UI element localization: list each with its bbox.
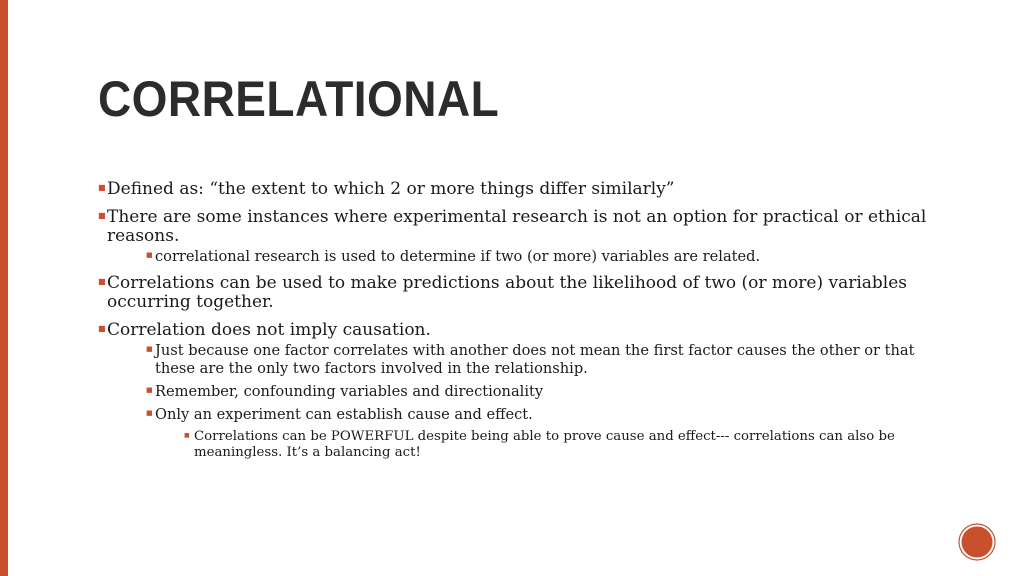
bullet-text: Correlation does not imply causation. xyxy=(107,320,431,341)
bullet-text: There are some instances where experimental research is not an option for practical or ethical reasons. xyxy=(107,207,927,247)
square-bullet-icon: ■ xyxy=(98,324,106,334)
sub-sub-bullet-item xyxy=(107,429,928,461)
bullet-list xyxy=(98,180,928,470)
sub-bullet-text: correlational research is used to determine if two (or more) variables are related. xyxy=(155,248,761,266)
slide-title: CORRELATIONAL xyxy=(98,71,500,127)
sub-bullet-item xyxy=(107,342,928,376)
left-accent-bar xyxy=(0,0,8,576)
slide-number xyxy=(958,523,996,561)
square-bullet-icon: ■ xyxy=(98,277,106,287)
square-bullet-icon: ■ xyxy=(146,345,153,354)
bullet-text: Correlations can be used to make predictions about the likelihood of two (or more) variables occurring together. xyxy=(107,273,908,313)
square-bullet-icon: ■ xyxy=(146,385,153,394)
bullet-item xyxy=(98,180,928,199)
sub-bullet-text: Only an experiment can establish cause and effect. xyxy=(155,406,533,424)
bullet-item xyxy=(98,208,928,265)
sub-sub-bullet-text: Correlations can be POWERFUL despite being able to prove cause and effect--- correlations can also be meaningless. It’s a balancing act! xyxy=(194,429,895,461)
bullet-text: Defined as: “the extent to which 2 or more things differ similarly” xyxy=(107,179,675,199)
bullet-item xyxy=(98,321,928,461)
sub-bullet-item xyxy=(107,248,928,265)
square-bullet-icon: ■ xyxy=(146,251,153,260)
bullet-item xyxy=(98,274,928,312)
sub-bullet-item xyxy=(107,406,928,423)
square-bullet-icon: ■ xyxy=(146,409,153,418)
square-bullet-icon: ■ xyxy=(184,432,190,440)
square-bullet-icon: ■ xyxy=(98,183,106,192)
sub-bullet-item xyxy=(107,383,928,400)
sub-bullet-text: Remember, confounding variables and directionality xyxy=(155,382,544,400)
sub-bullet-text: Just because one factor correlates with another does not mean the first factor causes the other or that these are the only two factors involved in the relationship. xyxy=(155,342,915,377)
square-bullet-icon: ■ xyxy=(98,211,106,221)
